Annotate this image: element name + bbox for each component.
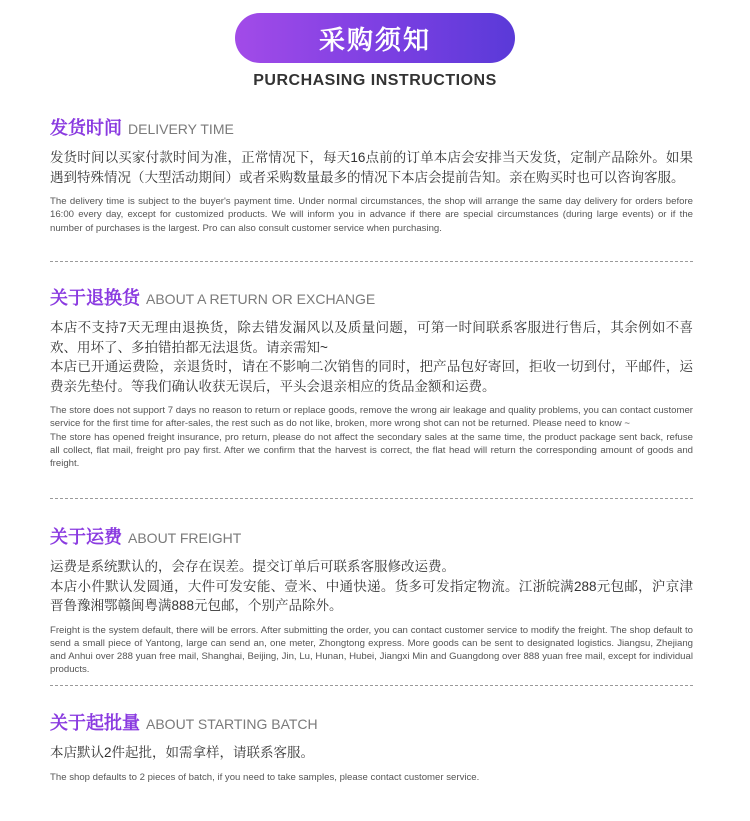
page-header — [0, 0, 750, 100]
section-starting-batch — [50, 709, 693, 784]
section-title-en: ABOUT A RETURN OR EXCHANGE — [146, 291, 376, 307]
section-title — [50, 284, 693, 310]
section-text-cn: 本店小件默认发圆通，大件可发安能、壹米、中通快递。货多可发指定物流。江浙皖满288元包邮，沪京津晋鲁豫湘鄂赣闽粤满888元包邮，个别产品除外。 — [50, 578, 693, 613]
section-title-en: ABOUT STARTING BATCH — [146, 716, 318, 732]
section-text-cn: 本店不支持7天无理由退换货，除去错发漏风以及质量问题，可第一时间联系客服进行售后，其余例如不喜欢、用坏了、多拍错拍都无法退货。请亲需知~ — [50, 320, 693, 355]
page-title-badge: 采购须知 — [235, 13, 515, 63]
section-title — [50, 523, 693, 549]
page-subtitle: PURCHASING INSTRUCTIONS — [253, 72, 497, 89]
section-divider — [50, 685, 693, 686]
section-text-en: Freight is the system default, there will be errors. After submitting the order, you can contact customer service to modify the freight. The shop default to send a small piece of Yantong, large can send an, one meter, Zhongtong express. More goods can be sent to designated logistics. Jiangsu, Zhejiang and Anhui over 288 yuan free mail, Shanghai, Beijing, Jin, Lu, Hunan, Hubei, Jiangxi Min and Guangdong over 888 yuan free mail, except for individual products. — [50, 624, 693, 676]
section-title-cn: 关于退换货 — [50, 288, 140, 308]
section-title-cn: 关于运费 — [50, 527, 122, 547]
section-return-exchange — [50, 284, 693, 470]
section-title-en: DELIVERY TIME — [128, 121, 234, 137]
section-title-en: ABOUT FREIGHT — [128, 530, 242, 546]
section-text-cn: 本店默认2件起批，如需拿样，请联系客服。 — [50, 745, 315, 760]
section-text-en: The shop defaults to 2 pieces of batch, if you need to take samples, please contact customer service. — [50, 771, 480, 783]
section-text-cn: 本店已开通运费险，亲退货时，请在不影响二次销售的同时，把产品包好寄回，拒收一切到付，平邮件，运费亲先垫付。等我们确认收获无误后，平头会退亲相应的货品金额和运费。 — [50, 359, 693, 394]
section-freight — [50, 523, 693, 677]
section-text-en: The store does not support 7 days no reason to return or replace goods, remove the wrong air leakage and quality problems, you can contact customer service for the first time for after-sales, the rest such as do not like, broken, more wrong shot can not be returned. Please need to know ~ — [50, 405, 693, 430]
section-title — [50, 709, 693, 735]
section-divider — [50, 261, 693, 262]
section-text-cn: 运费是系统默认的，会存在误差。提交订单后可联系客服修改运费。 — [50, 559, 455, 574]
section-divider — [50, 498, 693, 499]
section-text-cn: 发货时间以买家付款时间为准，正常情况下，每天16点前的订单本店会安排当天发货，定制产品除外。如果遇到特殊情况（大型活动期间）或者采购数量最多的情况下本店会提前告知。亲在购买时也可以咨询客服。 — [50, 150, 693, 185]
section-title-cn: 发货时间 — [50, 118, 122, 138]
section-title-cn: 关于起批量 — [50, 713, 140, 733]
section-text-en: The store has opened freight insurance, pro return, please do not affect the secondary sales at the same time, the product package sent back, refuse all collect, flat mail, freight pro pay first. After we confirm that the harvest is correct, the flat head will return the corresponding amount of goods and freight. — [50, 431, 693, 470]
section-text-en: The delivery time is subject to the buyer's payment time. Under normal circumstances, the shop will arrange the same day delivery for orders before 16:00 every day, except for customized products. We will inform you in advance if there are special circumstances (during large events) or if the number of purchases is the largest. Pro can also consult customer service when purchasing. — [50, 196, 693, 234]
section-delivery-time — [50, 114, 693, 235]
section-title — [50, 114, 693, 140]
